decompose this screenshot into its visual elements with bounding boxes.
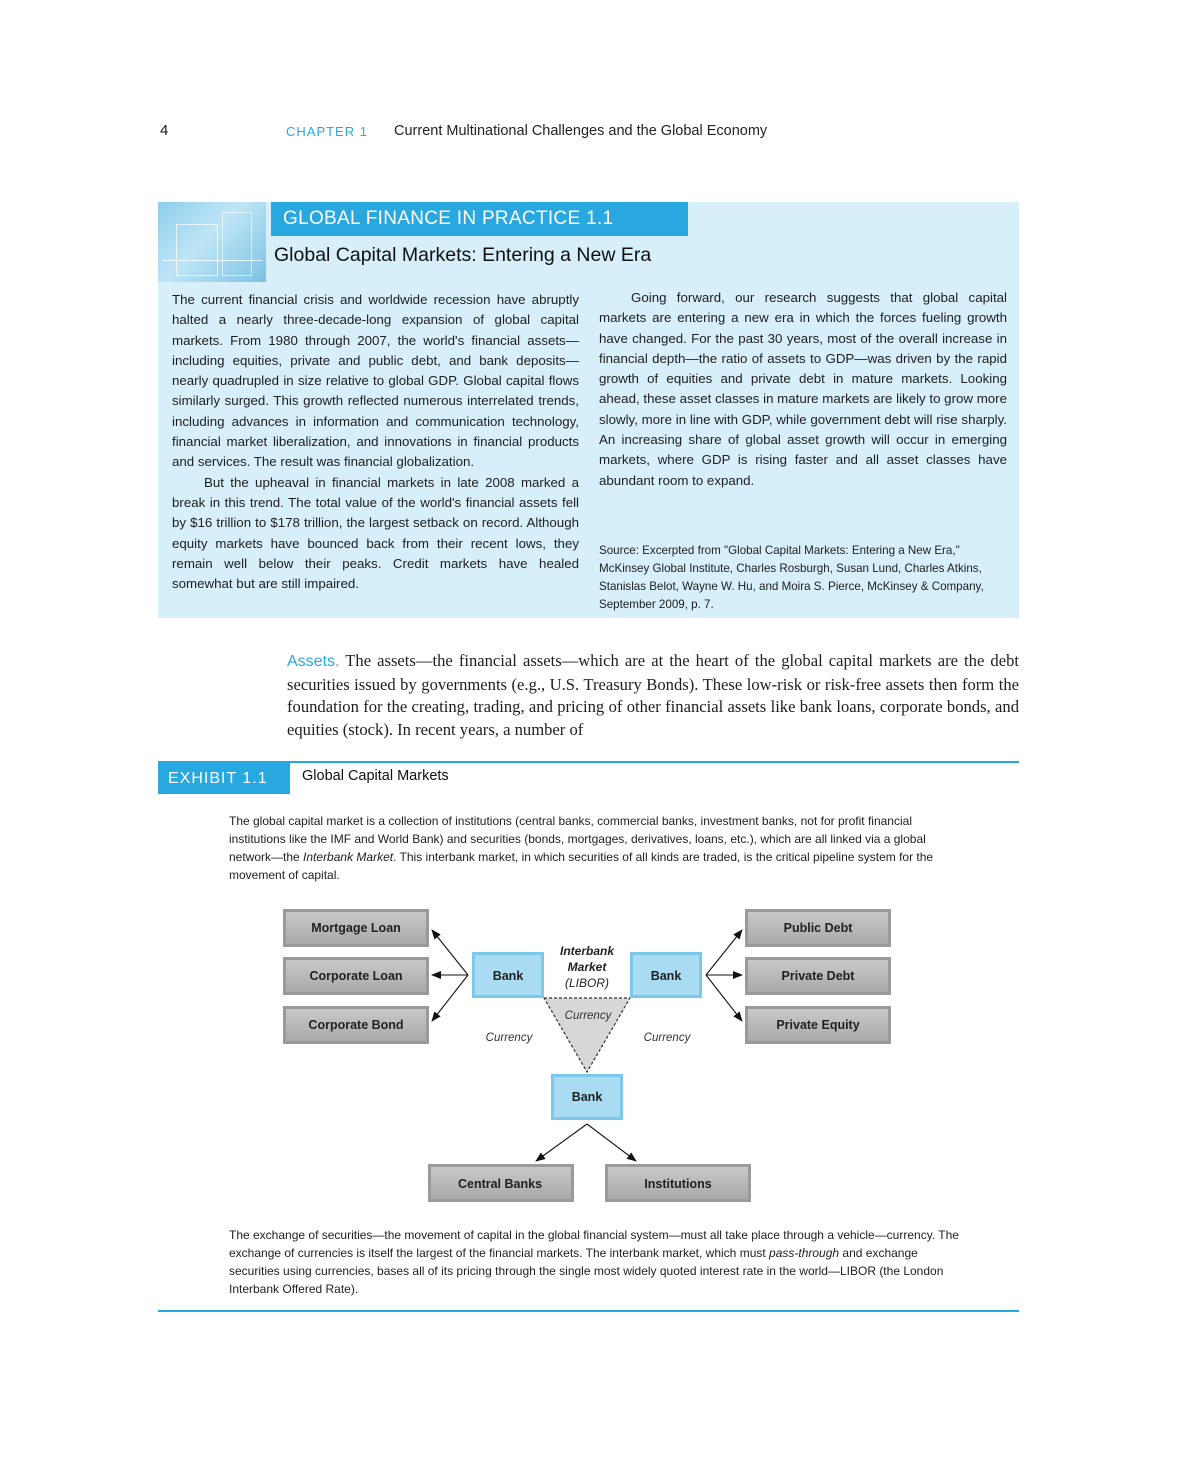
public-debt-label: Public Debt — [783, 921, 853, 935]
chapter-label: CHAPTER 1 — [286, 124, 368, 139]
corporate-loan-label: Corporate Loan — [309, 969, 403, 983]
private-debt-box — [745, 957, 891, 995]
left-asset-boxes — [283, 909, 429, 1044]
practice-label: GLOBAL FINANCE IN PRACTICE 1.1 — [271, 202, 688, 236]
interbank-label-2: Market — [567, 960, 607, 974]
interbank-label-3: (LIBOR) — [564, 976, 610, 990]
practice-paragraph: Going forward, our research suggests that global capital markets are entering a new era in which the forces fueling growth have changed. For the past 30 years, most of the overall increase in financial depth—the ratio of assets to GDP—was driven by the rapid growth of equities and private debt in mature markets. Looking ahead, these asset classes in mature markets are likely to grow more slowly, more in line with GDP, while government debt will rise sharply. An increasing share of global asset growth will occur in emerging markets, where GDP is rising faster and all asset classes have abundant room to expand. — [599, 290, 1007, 488]
exhibit-label: EXHIBIT 1.1 — [158, 763, 290, 794]
page-number: 4 — [160, 122, 169, 139]
private-equity-box — [745, 1006, 891, 1044]
interbank-label-1: Interbank — [559, 944, 615, 958]
bank-bottom-box — [551, 1074, 623, 1120]
institutions-box — [605, 1164, 751, 1202]
bank-bottom-label: Bank — [571, 1090, 603, 1104]
exhibit-bottom-rule — [158, 1310, 1019, 1312]
practice-paragraph: But the upheaval in financial markets in late 2008 marked a break in this trend. The total value of the world's financial assets fell by $16 trillion to $178 trillion, the largest setback on record. Although equity markets have bounced back from their recent lows, they remain well below their peaks. Credit markets have healed somewhat but are still impaired. — [172, 474, 579, 592]
exhibit-intro: The global capital market is a collection of institutions (central banks, commercial banks, investment banks, not for profit financial institutions like the IMF and World Bank) and securities (bonds, mortgages, derivatives, loans, etc.), which are all linked via a global network—the Interbank Market. This interbank market, in which securities of all kinds are traded, is the critical pipeline system for the movement of capital. — [229, 814, 934, 882]
bank-right-label: Bank — [650, 969, 682, 983]
practice-paragraph: The current financial crisis and worldwide recession have abruptly halted a nearly three-decade-long expansion of global capital markets. From 1980 through 2007, the world's financial assets—including equities, private and public debt, and bank deposits—nearly quadrupled in size relative to global GDP. Global capital flows similarly surged. This growth reflected numerous interrelated trends, including advances in information and communication technology, financial market liberalization, and innovations in financial products and services. The result was financial globalization. — [172, 292, 579, 470]
bank-right-box — [630, 952, 702, 998]
mortgage-loan-box — [283, 909, 429, 947]
bank-left-label: Bank — [492, 969, 524, 983]
exhibit-outro: The exchange of securities—the movement of capital in the global financial system—must all take place through a vehicle—currency. The exchange of currencies is itself the largest of the financial markets. The interbank market, which must pass-through and exchange securities using currencies, bases all of its pricing through the single most widely quoted interest rate in the world—LIBOR (the London Interbank Offered Rate). — [229, 1228, 959, 1296]
central-banks-box — [428, 1164, 574, 1202]
right-asset-boxes — [745, 909, 891, 1044]
practice-title: Global Capital Markets: Entering a New Era — [274, 244, 652, 266]
private-equity-label: Private Equity — [776, 1018, 860, 1032]
assets-text: The assets—the financial assets—which are at the heart of the global capital markets are the debt securities issued by governments (e.g., U.S. Treasury Bonds). These low-risk or risk-free assets then form the foundation for the creating, trading, and pricing of other financial assets like bank loans, corporate bonds, and equities (stock). In recent years, a number of — [287, 651, 1019, 739]
currency-left-label: Currency — [485, 1032, 533, 1044]
chapter-title: Current Multinational Challenges and the Global Economy — [394, 123, 768, 139]
currency-inner-label: Currency — [564, 1010, 612, 1022]
public-debt-box — [745, 909, 891, 947]
corporate-loan-box — [283, 957, 429, 995]
corporate-bond-box — [283, 1006, 429, 1044]
private-debt-label: Private Debt — [781, 969, 855, 983]
bank-left-box — [472, 952, 544, 998]
assets-lead: Assets. — [287, 653, 340, 670]
central-banks-label: Central Banks — [457, 1177, 543, 1191]
mortgage-loan-label: Mortgage Loan — [311, 921, 401, 935]
practice-source: Source: Excerpted from "Global Capital Markets: Entering a New Era," McKinsey Global Institute, Charles Rosburgh, Susan Lund, Charles Atkins, Stanislas Belot, Wayne W. Hu, and Moira S. Pierce, McKinsey & Company, September 2009, p. 7. — [599, 544, 984, 611]
institutions-label: Institutions — [644, 1177, 712, 1191]
currency-right-label: Currency — [643, 1032, 691, 1044]
corporate-bond-label: Corporate Bond — [308, 1018, 404, 1032]
exhibit-title: Global Capital Markets — [302, 768, 449, 784]
